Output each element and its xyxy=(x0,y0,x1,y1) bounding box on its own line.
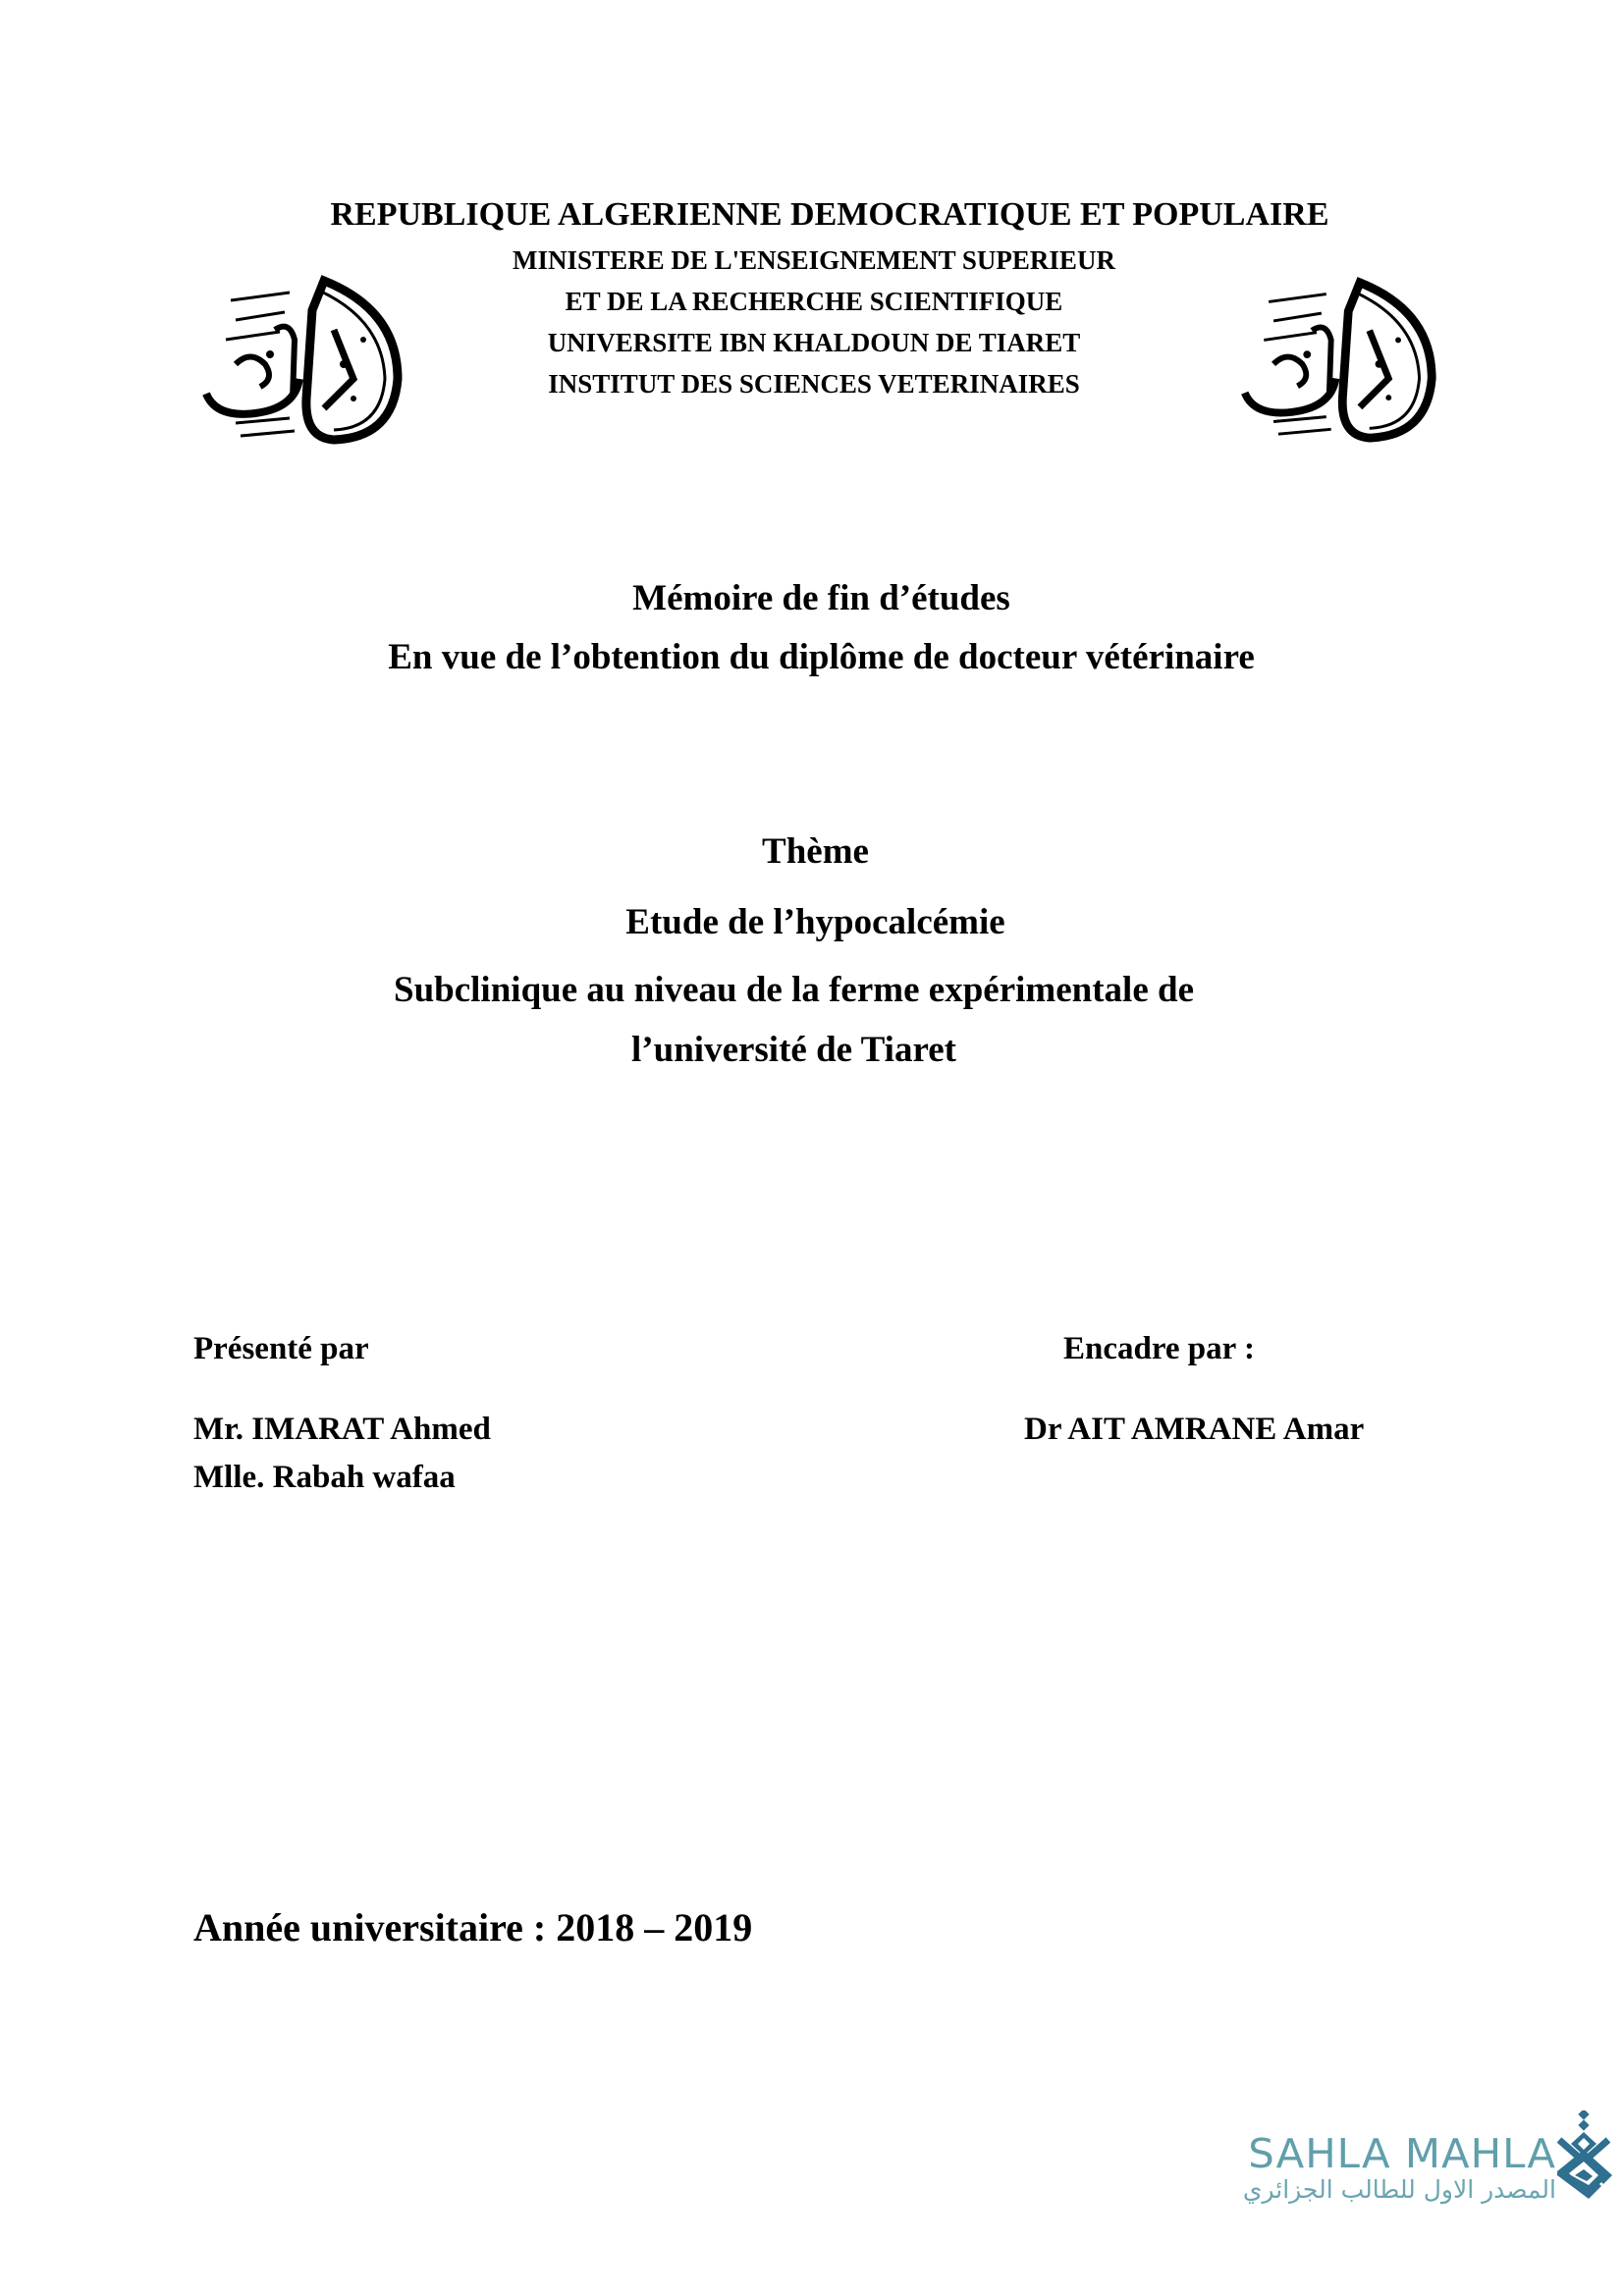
supervisor-name: Dr AIT AMRANE Amar xyxy=(1024,1412,1365,1447)
memoire-title: Mémoire de fin d’études xyxy=(632,578,1010,618)
header-institute: INSTITUT DES SCIENCES VETERINAIRES xyxy=(548,369,1080,399)
theme-title-line3: l’université de Tiaret xyxy=(631,1030,956,1070)
brand-name: SAHLA MAHLA xyxy=(1248,2130,1556,2177)
academic-year: Année universitaire : 2018 – 2019 xyxy=(193,1905,753,1949)
sahla-mahla-logo-icon xyxy=(1549,2110,1620,2201)
header-university: UNIVERSITE IBN KHALDOUN DE TIARET xyxy=(547,328,1081,357)
supervised-by-label: Encadre par : xyxy=(1063,1331,1255,1366)
header-research: ET DE LA RECHERCHE SCIENTIFIQUE xyxy=(565,287,1063,316)
student-name-1: Mr. IMARAT Ahmed xyxy=(193,1412,491,1447)
presented-by-label: Présenté par xyxy=(193,1331,369,1366)
theme-title-line1: Etude de l’hypocalcémie xyxy=(625,902,1005,942)
sahla-mahla-watermark xyxy=(1173,2132,1556,2205)
calligraphy-logo-icon xyxy=(1235,271,1441,448)
header-ministry: MINISTERE DE L'ENSEIGNEMENT SUPERIEUR xyxy=(513,245,1115,275)
brand-tagline: المصدر الاول للطالب الجزائري xyxy=(1242,2175,1556,2204)
calligraphy-logo-icon xyxy=(196,271,407,448)
memoire-subtitle: En vue de l’obtention du diplôme de docteur vétérinaire xyxy=(388,637,1255,677)
student-name-2: Mlle. Rabah wafaa xyxy=(193,1460,456,1495)
theme-label: Thème xyxy=(762,831,869,872)
university-logo-right xyxy=(1235,271,1441,448)
theme-title-line2: Subclinique au niveau de la ferme expérimentale de xyxy=(394,970,1194,1010)
header-republic: REPUBLIQUE ALGERIENNE DEMOCRATIQUE ET POPULAIRE xyxy=(330,196,1329,233)
university-logo-left xyxy=(196,271,407,448)
